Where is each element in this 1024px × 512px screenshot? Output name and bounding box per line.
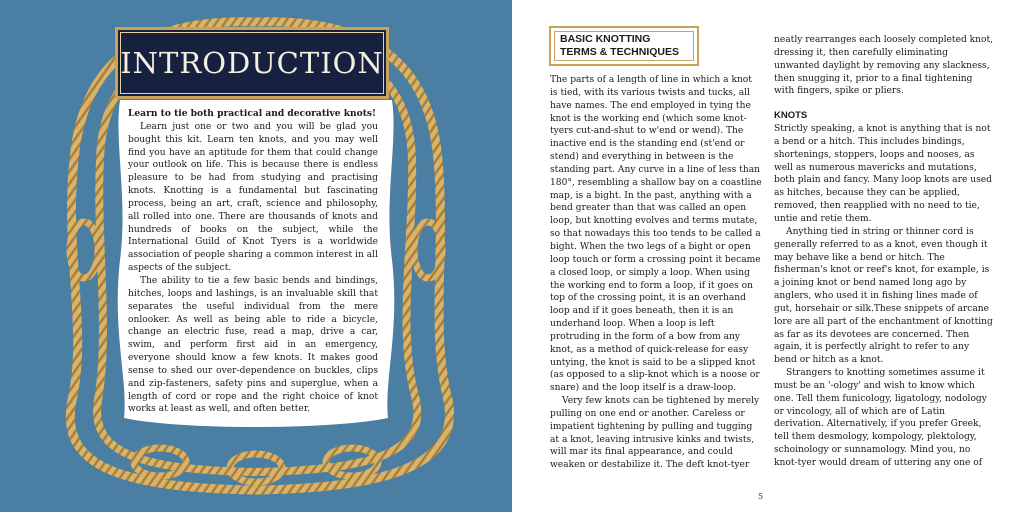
- section-heading: BASIC KNOTTING TERMS & TECHNIQUES: [560, 33, 680, 58]
- text-column-2: [774, 34, 994, 470]
- text-column-1: [550, 74, 762, 472]
- knots-paragraph-3: Strangers to knotting sometimes assume it must be an '-ology' and wish to know which one. Tell them funicology, ligatology, nodology or vincology, all of which are of Latin derivation. Alternatively, if you prefer Greek, tell them desmology, kompology, plektology, schoinology or sunnamology. Mind you, no knot-tyer would dream of uttering any one of: [774, 368, 987, 468]
- intro-paragraph-1: Learn just one or two and you will be glad you bought this kit. Learn ten knots, and you may well find you have an aptitude for them that could change your outlook on life. This is because there is endless pleasure to be had from studying and practising knots. Knotting is a fundamental but fascinating process, being an art, craft, science and philosophy, all rolled into one. There are thousands of knots and hundreds of books on the subject, while the International Guild of Knot Tyers is a worldwide association of people sharing a common interest in all aspects of the subject.: [128, 121, 378, 274]
- terms-paragraph-2: Very few knots can be tightened by merely pulling on one end or another. Careless or impatient tightening by pulling and tugging at a knot, leaving intrusive kinks and twists, will mar its final appearance, and could weaken or destabilize it. The deft knot-tyer: [550, 396, 760, 471]
- knots-paragraph-1: Strictly speaking, a knot is anything that is not a bend or a hitch. This includes bindings, shortenings, stoppers, loops and nooses, as well as numerous mavericks and mutations, both plain and fancy. Many loop knots are used as hitches, because they can be applied, removed, then reapplied with no need to tie, untie and retie them.: [774, 124, 992, 224]
- terms-paragraph-continued: neatly rearranges each loosely completed knot, dressing it, then carefully eliminating unwanted daylight by removing any slackness, then snugging it, prior to a final tightening with fingers, spike or pliers.: [774, 35, 994, 97]
- section-heading-box: [549, 26, 699, 66]
- terms-paragraph-1: The parts of a length of line in which a knot is tied, with its various twists and tucks, all have names. The end employed in tying the knot is the working end (which some knot-tyers cut-and-shut to w'end or wend). The inactive end is the standing end (st'end or stend) and everything in between is the standing part. Any curve in a line of less than 180°, resembling a shallow bay on a coastline map, is a bight. In the past, anything with a bend greater than that was called an open loop, but knotting evolves and terms mutate, so that nowadays this too tends to be called a bight. When the two legs of a bight or open loop touch or form a crossing point it became a closed loop, or simply a loop. When using the working end to form a loop, if it goes on top of the crossing point, it is an overhand loop and if it goes beneath, then it is an underhand loop. When a loop is left protruding in the form of a bow from any knot, as a method of quick-release for easy untying, the knot is said to be a slipped knot (as opposed to a slip-knot which is a noose or snare) and the loop itself is a draw-loop.: [550, 75, 762, 394]
- knots-paragraph-2: Anything tied in string or thinner cord is generally referred to as a knot, even though it may behave like a bend or hitch. The fisherman's knot or reef's knot, for example, is a joining knot or bend named long ago by anglers, who used it in fishing lines made of gut, horsehair or silk.These snippets of arcane lore are all part of the enchantment of knotting as far as its devotees are concerned. Then again, it is perfectly alright to refer to any bend or hitch as a knot.: [774, 226, 993, 366]
- intro-paragraph-2: The ability to tie a few basic bends and bindings, hitches, loops and lashings, is an invaluable skill that separates the useful individual from the mere onlooker. As well as being able to ride a bicycle, change an electric fuse, read a map, drive a car, swim, and perform first aid in an emergency, everyone should know a few knots. It makes good sense to shed our over-dependence on buckles, clips and zip-fasteners, safety pins and superglue, when a length of cord or rope and the right choice of knot works at least as well, and often better.: [128, 275, 378, 415]
- intro-text-block: [128, 108, 378, 416]
- page-number: 5: [758, 492, 764, 501]
- page-title: INTRODUCTION: [120, 46, 384, 80]
- intro-lead: Learn to tie both practical and decorative knots!: [128, 108, 377, 119]
- title-banner: [115, 27, 389, 99]
- knots-heading: KNOTS: [774, 110, 808, 122]
